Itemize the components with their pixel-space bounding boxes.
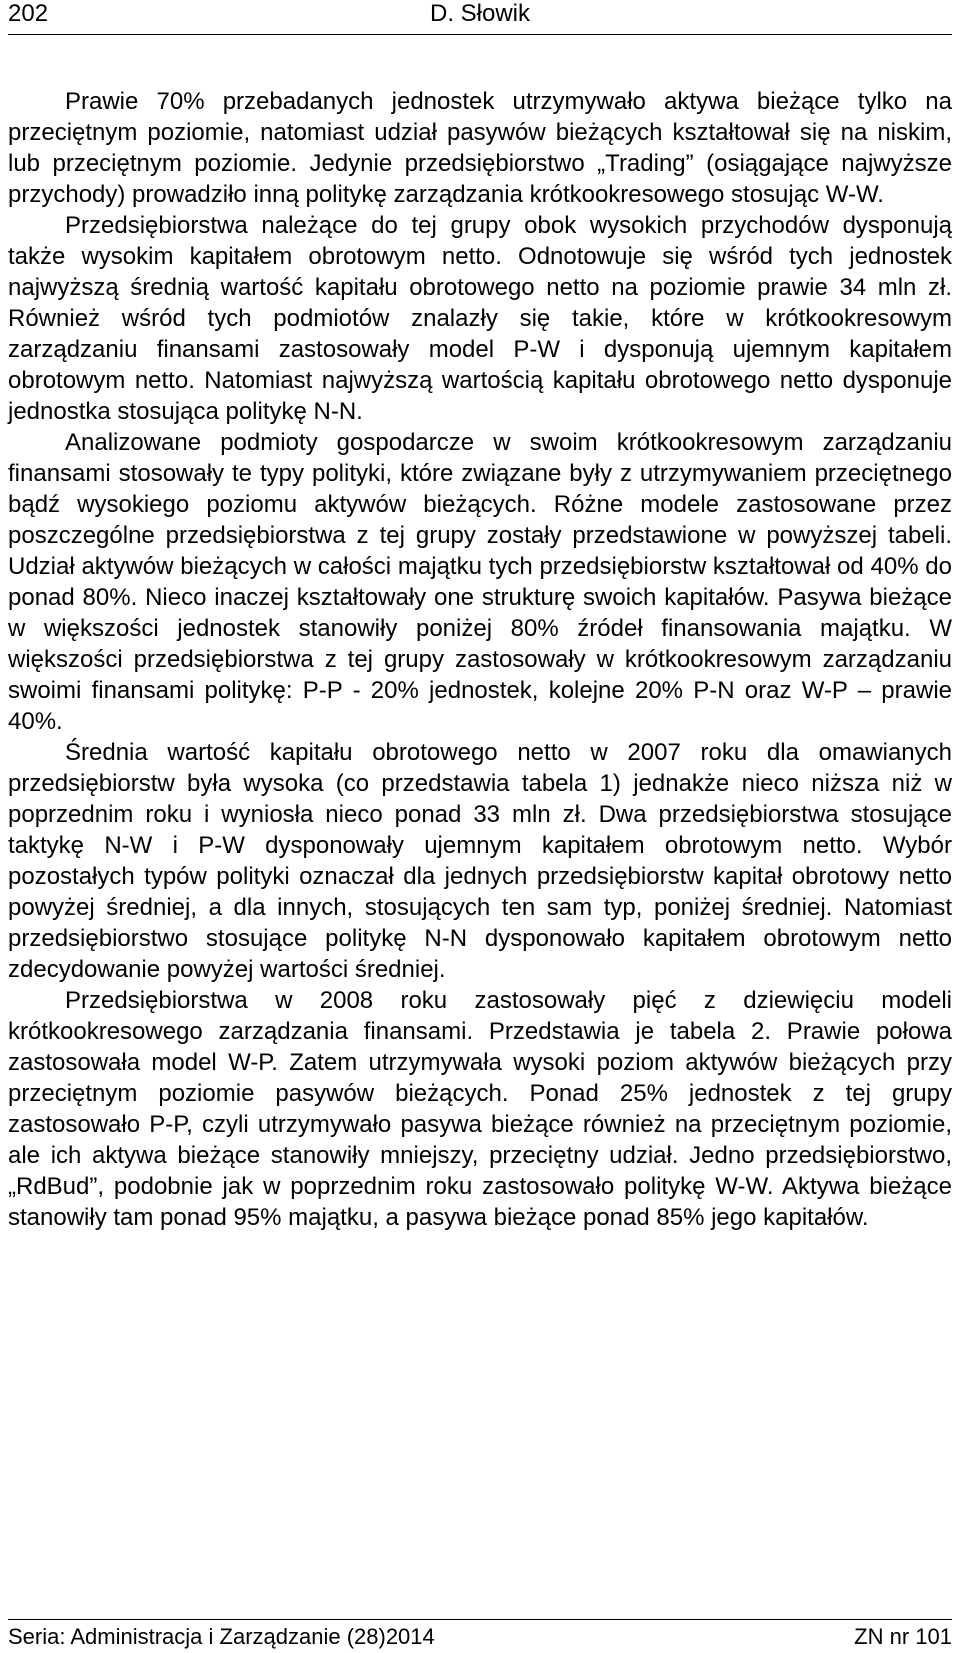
paragraph: Prawie 70% przebadanych jednostek utrzymywało aktywa bieżące tylko na przeciętnym poziomie, natomiast udział pasywów bieżących kształtował się na niskim, lub przeciętnym poziomie. Jedynie przedsiębiorstwo „Trading” (osiągające najwyższe przychody) prowadziło inną politykę zarządzania krótkookresowego stosując W-W. [8, 88, 952, 208]
running-head-author: D. Słowik [429, 0, 531, 27]
issue-number: ZN nr 101 [854, 1624, 952, 1649]
paragraph: Średnia wartość kapitału obrotowego netto w 2007 roku dla omawianych przedsiębiorstw była wysoka (co przedstawia tabela 1) jednakże nieco niższa niż w poprzednim roku i wyniosła nieco ponad 33 mln zł. Dwa przedsiębiorstwa stosujące taktykę N-W i P-W dysponowały ujemnym kapitałem obrotowym netto. Wybór pozostałych typów polityki oznaczał dla jednych przedsiębiorstw kapitał obrotowy netto powyżej średniej, a dla innych, stosujących ten sam typ, poniżej średniej. Natomiast przedsiębiorstwo stosujące politykę N-N dysponowało kapitałem obrotowym netto zdecydowanie powyżej wartości średniej. [8, 739, 952, 983]
paragraph: Przedsiębiorstwa w 2008 roku zastosowały pięć z dziewięciu modeli krótkookresowego zarządzania finansami. Przedstawia je tabela 2. Prawie połowa zastosowała model W-P. Zatem utrzymywała wysoki poziom aktywów bieżących przy przeciętnym poziomie pasywów bieżących. Ponad 25% jednostek z tej grupy zastosowało P-P, czyli utrzymywało pasywa bieżące również na przeciętnym poziomie, ale ich aktywa bieżące stanowiły mniejszy, przeciętny udział. Jedno przedsiębiorstwo, „RdBud”, podobnie jak w poprzednim roku zastosowało politykę W-W. Aktywa bieżące stanowiły tam ponad 95% majątku, a pasywa bieżące ponad 85% jego kapitałów. [8, 987, 952, 1231]
paragraph: Analizowane podmioty gospodarcze w swoim krótkookresowym zarządzaniu finansami stosowały te typy polityki, które związane były z utrzymywaniem przeciętnego bądź wysokiego poziomu aktywów bieżących. Różne modele zastosowane przez poszczególne przedsiębiorstwa z tej grupy zostały przedstawione w powyższej tabeli. Udział aktywów bieżących w całości majątku tych przedsiębiorstw kształtował od 40% do ponad 80%. Nieco inaczej kształtowały one strukturę swoich kapitałów. Pasywa bieżące w większości jednostek stanowiły poniżej 80% źródeł finansowania majątku. W większości przedsiębiorstwa z tej grupy zastosowały w krótkookresowym zarządzaniu swoimi finansami politykę: P-P - 20% jednostek, kolejne 20% P-N oraz W-P – prawie 40%. [8, 429, 952, 735]
page-header [8, 0, 952, 35]
page-number: 202 [8, 0, 49, 27]
journal-series: Seria: Administracja i Zarządzanie (28)2014 [8, 1624, 435, 1649]
body-text [8, 86, 952, 1233]
paragraph: Przedsiębiorstwa należące do tej grupy obok wysokich przychodów dysponują także wysokim kapitałem obrotowym netto. Odnotowuje się wśród tych jednostek najwyższą średnią wartość kapitału obrotowego netto na poziomie prawie 34 mln zł. Również wśród tych podmiotów znalazły się takie, które w krótkookresowym zarządzaniu finansami zastosowały model P-W i dysponują ujemnym kapitałem obrotowym netto. Natomiast najwyższą wartością kapitału obrotowego netto dysponuje jednostka stosująca politykę N-N. [8, 212, 952, 425]
page-footer [8, 1619, 952, 1650]
